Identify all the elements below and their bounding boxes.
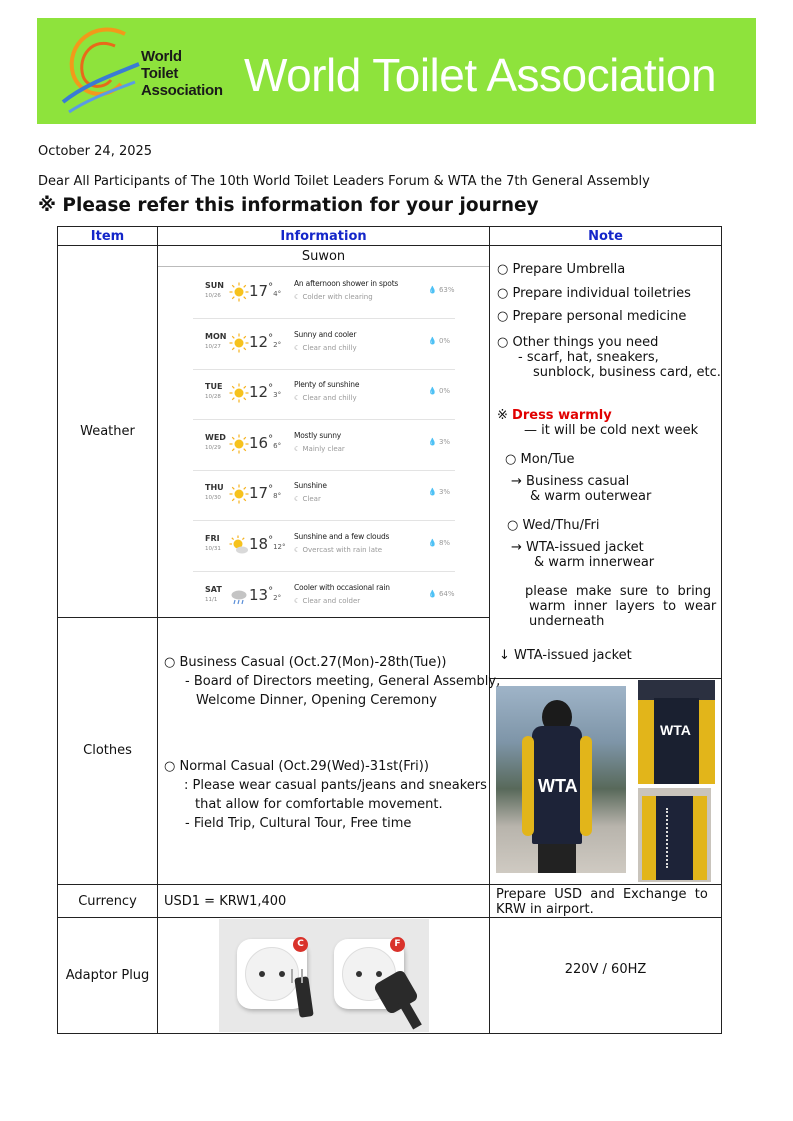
sun-cloud-icon [229,535,249,555]
weather-rain: 💧 8% [428,539,451,547]
weather-temps: 17°4° [249,282,282,300]
note-wedfri: ○ Wed/Thu/Fri [507,518,600,533]
note-toiletries: ○ Prepare individual toiletries [497,286,691,301]
badge-c: C [293,937,308,952]
note-layers-2: warm inner layers to wear [529,599,717,614]
weather-night: ☾ Overcast with rain late [294,546,383,554]
weather-temps: 13°2° [249,585,282,604]
plug-image [219,919,429,1032]
weather-desc: Plenty of sunshine [294,380,360,390]
row-label-adaptor: Adaptor Plug [65,968,150,983]
weather-desc: An afternoon shower in spots [294,279,399,288]
weather-day: SAT [205,584,222,594]
salutation: Dear All Participants of The 10th World Toilet Leaders Forum & WTA the 7th General Assembly [38,174,650,189]
weather-rain: 💧 64% [428,589,455,598]
weather-day: WED [205,432,226,442]
note-layers-1: please make sure to bring [525,584,712,599]
weather-desc: Sunshine [294,481,327,491]
wta-logo-icon [55,24,145,119]
weather-date: 10/26 [205,293,221,299]
weather-row-wed [193,421,455,471]
clothes-business: ○ Business Casual (Oct.27(Mon)-28th(Tue)) [164,655,447,670]
note-montue-2: & warm outerwear [530,489,652,504]
weather-row-tue [193,370,455,420]
note-layers-3: underneath [529,614,605,629]
weather-date: 10/28 [205,394,221,401]
weather-row-sat [193,573,455,623]
note-wedfri-2: & warm innerwear [534,555,655,570]
weather-night: ☾ Clear and colder [294,596,361,605]
weather-day: THU [205,483,224,493]
note-other: ○ Other things you need [497,335,659,350]
jacket-detail-photo [638,788,711,882]
note-montue: ○ Mon/Tue [505,452,575,467]
note-cold: — it will be cold next week [524,423,699,438]
weather-desc: Sunshine and a few clouds [294,532,390,541]
jacket-front-photo: WTA [638,680,715,784]
weather-temps: 17°8° [249,484,282,503]
clothes-normal-2: that allow for comfortable movement. [195,797,443,812]
weather-row-sun [193,269,455,319]
weather-desc: Cooler with occasional rain [294,582,390,592]
note-dress-warmly: ※ Dress warmly [497,408,612,423]
weather-rain: 💧 3% [428,488,451,497]
currency-note-1: Prepare USD and Exchange to [496,887,708,902]
weather-temps: 12°2° [249,332,282,351]
note-montue-1: → Business casual [511,474,630,489]
weather-temps: 18°12° [249,535,286,553]
weather-row-fri [193,522,455,572]
logo-wordmark: World Toilet Association [141,48,223,99]
note-wedfri-1: → WTA-issued jacket [511,540,644,555]
weather-day: MON [205,331,227,341]
row-label-weather: Weather [80,424,135,439]
weather-date: 10/30 [205,495,221,502]
clothes-normal: ○ Normal Casual (Oct.29(Wed)-31st(Fri)) [164,759,429,774]
sun-icon [229,383,249,403]
weather-night: ☾ Clear and chilly [294,394,357,403]
sun-icon [229,434,249,454]
clothes-business-2: Welcome Dinner, Opening Ceremony [196,693,437,708]
row-label-currency: Currency [78,894,137,909]
header-banner [37,18,756,124]
note-jacket-caption: ↓ WTA-issued jacket [499,648,632,663]
weather-rain: 💧 0% [428,336,451,345]
weather-day: FRI [205,534,220,543]
currency-note-2: KRW in airport. [496,902,594,917]
weather-night: ☾ Clear [294,495,321,504]
sun-icon [229,333,249,353]
clothes-normal-1: : Please wear casual pants/jeans and sneakers [184,778,487,793]
weather-date: 10/31 [205,546,221,552]
weather-night: ☾ Mainly clear [294,444,345,453]
note-medicine: ○ Prepare personal medicine [497,309,687,324]
header-item: Item [90,229,125,244]
jacket-back-photo: WTA [496,686,626,873]
weather-date: 11/1 [205,596,218,603]
weather-day: SUN [205,281,224,290]
weather-city: Suwon [301,249,346,264]
row-label-clothes: Clothes [83,743,132,758]
weather-date: 10/29 [205,444,221,451]
weather-desc: Sunny and cooler [294,329,357,339]
banner-title: World Toilet Association [244,49,717,101]
weather-rain: 💧 3% [428,437,451,446]
weather-desc: Mostly sunny [294,430,342,440]
weather-row-thu [193,471,455,521]
sun-icon [229,484,249,504]
weather-rain: 💧 63% [428,286,455,294]
weather-temps: 12°3° [249,383,282,402]
weather-date: 10/27 [205,343,221,350]
weather-day: TUE [205,382,223,392]
note-umbrella: ○ Prepare Umbrella [497,262,626,277]
adaptor-voltage: 220V / 60HZ [564,962,647,977]
note-other-line2: sunblock, business card, etc. [533,365,721,380]
sun-icon [229,282,249,302]
page-heading: ※ Please refer this information for your journey [38,195,539,216]
header-note: Note [588,229,623,244]
rain-cloud-icon [229,586,249,606]
letter-date: October 24, 2025 [38,144,153,159]
weather-temps: 16°6° [249,433,282,452]
currency-rate: USD1 = KRW1,400 [164,894,287,909]
clothes-business-1: - Board of Directors meeting, General Assembly, [185,674,501,689]
clothes-normal-3: - Field Trip, Cultural Tour, Free time [185,816,412,831]
weather-night: ☾ Clear and chilly [294,343,357,352]
header-information: Information [280,229,367,244]
weather-row-mon [193,320,455,370]
badge-f: F [390,937,405,952]
weather-night: ☾ Colder with clearing [294,293,373,301]
note-other-line1: - scarf, hat, sneakers, [518,350,659,365]
weather-rain: 💧 0% [428,387,451,396]
